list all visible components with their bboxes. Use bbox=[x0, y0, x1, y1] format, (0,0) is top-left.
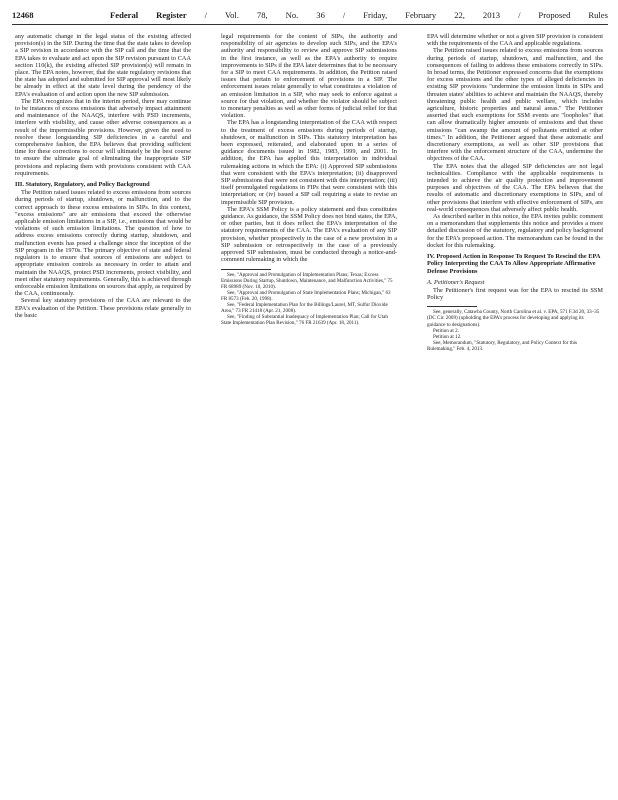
header-rule bbox=[12, 24, 608, 25]
masthead-word: 36 bbox=[316, 10, 325, 20]
masthead-word: Register bbox=[156, 10, 187, 20]
footnote: See, Memorandum, "Statutory, Regulatory, and Policy Context for this Rulemaking," Feb. 4, 2013. bbox=[427, 339, 578, 352]
subsection-heading: A. Petitioner's Request bbox=[427, 278, 485, 286]
paragraph: As described earlier in this notice, the EPA invites public comment on a memorandum that supplements this notice and provides a more detailed discussion of the statutory, regulatory and policy background for the EPA's proposed action. The memorandum can be found in the docket for this rulemaking. bbox=[427, 213, 603, 249]
paragraph: The Petition raised issues related to excess emissions from sources during periods of startup, shutdown, or malfunction, and to the correct approach to these excess emissions in SIPs. In this context, "excess emissions" are air emissions that exceed the otherwise applicable emission limitations in a SIP, i.e., emissions that would be violations of such emission limitations. The question of how to address excess emissions correctly during startup, shutdown, and malfunction events has posed a challenge since the inception of the SIP program in the 1970s. The primary objective of state and federal regulators is to ensure that sources of emissions are subject to appropriate emission controls as necessary in order to attain and maintain the NAAQS, protect PSD increments, protect visibility, and meet other statutory requirements. Generally, this is achieved through enforceable emission limitations on sources that apply, as required by the CAA, continuously. bbox=[15, 189, 191, 298]
page-number: 12468 bbox=[12, 10, 34, 20]
page-header bbox=[12, 8, 608, 22]
paragraph: any automatic change in the legal status of the existing affected provision(s) in the SIP. During the time that the state takes to develop a SIP revision in accordance with the SIP call and the time that the EPA takes to evaluate and act upon the SIP revision pursuant to CAA section 110(k), the existing affected SIP provision(s) will remain in place. The EPA notes, however, that the state regulatory revisions that the state has adopted and submitted for SIP approval will most likely be already in effect at the state level during the pendency of the EPA's evaluation of and action upon the new SIP submission. bbox=[15, 33, 191, 98]
masthead-word: 22, bbox=[454, 10, 465, 20]
footnote-rule bbox=[427, 306, 477, 307]
masthead-word: February bbox=[405, 10, 437, 20]
masthead-word: Federal bbox=[110, 10, 139, 20]
masthead-word: / bbox=[342, 10, 346, 20]
footnote-rule bbox=[221, 269, 271, 270]
paragraph: The Petitioner's first request was for the EPA to rescind its SSM Policy bbox=[427, 286, 603, 302]
masthead-word: Friday, bbox=[363, 10, 388, 20]
footnote: Petition at 2. bbox=[433, 327, 459, 334]
masthead-word: / bbox=[204, 10, 208, 20]
paragraph: The EPA has a longstanding interpretation of the CAA with respect to the treatment of excess emissions during periods of startup, shutdown, or malfunction in SIPs. This statutory interpretation has been expressed, reiterated, and elaborated upon in a series of guidance documents issued in 1982, 1983, 1999, and 2001. In addition, the EPA has applied this interpretation in individual rulemaking actions in which the EPA: (i) Approved SIP submissions that were consistent with the EPA's interpretation; (ii) disapproved SIP submissions that were not consistent with this interpretation; (iii) itself promulgated regulations in FIPs that were consistent with this interpretation; or (iv) issued a SIP call requiring a state to revise an impermissible SIP provision. bbox=[221, 119, 397, 206]
footnote: See, "Approval and Promulgation of State Implementation Plans; Michigan," 63 FR 8573 (Feb. 20, 1998). bbox=[221, 289, 391, 302]
footnote: Petition at 12. bbox=[433, 333, 462, 340]
section-heading: IV. Proposed Action in Response To Request To Rescind the EPA Policy Interpreting the CAA To Allow Appropriate Affirmative Defense Provisions bbox=[427, 253, 601, 275]
masthead-word: Rules bbox=[588, 10, 608, 20]
column-3 bbox=[427, 33, 603, 352]
paragraph: The EPA recognizes that in the interim period, there may continue to be instances of excess emissions that adversely impact attainment and maintenance of the NAAQS, interfere with PSD increments, interfere with visibility, and cause other adverse consequences as a result of the impermissible provisions. However, given the need to resolve these longstanding SIP deficiencies in a careful and comprehensive fashion, the EPA believes that providing sufficient time for these corrections to occur will ultimately be the best course to ensure the ultimate goal of eliminating the inappropriate SIP provisions and replacing them with provisions consistent with CAA requirements. bbox=[15, 97, 191, 177]
column-2 bbox=[221, 33, 397, 326]
masthead-word: 2013 bbox=[482, 10, 501, 20]
paragraph: Several key statutory provisions of the CAA are relevant to the EPA's evaluation of the Petition. These provisions relate generally to the basic bbox=[15, 297, 191, 319]
footnote: See, "Finding of Substantial Inadequacy of Implementation Plan; Call for Utah State Implementation Plan Revision," 76 FR 21639 (Apr. 18, 2011). bbox=[221, 314, 388, 327]
masthead-word: / bbox=[518, 10, 521, 20]
section-heading: III. Statutory, Regulatory, and Policy Background bbox=[15, 181, 150, 189]
footnote: See, generally, Catawba County, North Carolina et al. v. EPA, 571 F.3d 20, 33–35 (DC Cir. 2009) (upholding the EPA's process for developing and applying its guidance to designations). bbox=[427, 309, 600, 328]
paragraph: legal requirements for the content of SIPs, the authority and responsibility of air agencies to develop such SIPs, and the EPA's authority and responsibility to review and approve SIP submissions in the first instance, as well as the EPA's authority to require improvements to SIPs if the EPA later determines that to be necessary for a SIP to meet CAA requirements. In addition, the Petition raised issues that pertain to enforcement of provisions in a SIP. The enforcement issues relate generally to what constitutes a violation of an emission limitation in a SIP, who may seek to enforce against a source for that violation, and whether the violator should be subject to monetary penalties as well as other forms of judicial relief for that violation. bbox=[221, 33, 397, 120]
paragraph: EPA will determine whether or not a given SIP provision is consistent with the requirements of the CAA and applicable regulations. bbox=[427, 33, 603, 48]
footnote: See, "Approval and Promulgation of Implementation Plans; Texas; Excess Emissions During Startup, Shutdown, Maintenance, and Malfunction Activities," 75 FR 68989 (Nov. 10, 2010). bbox=[221, 271, 393, 290]
masthead-word: Proposed bbox=[538, 10, 571, 20]
paragraph: The EPA's SSM Policy is a policy statement and thus constitutes guidance. As guidance, the SSM Policy does not bind states, the EPA, or other parties, but it does reflect the EPA's interpretation of the statutory requirements of the CAA. The EPA's evaluation of any SIP provision, whether prospectively in the case of a new provision in a SIP submission or retrospectively in the case of a previously approved SIP submission, must be conducted through a notice-and-comment rulemaking in which the bbox=[221, 205, 397, 264]
masthead bbox=[110, 8, 608, 22]
masthead-word: No. bbox=[285, 10, 299, 20]
footnote: See, "Federal Implementation Plan for the Billings/Laurel, MT, Sulfur Dioxide Area," 73 FR 21418 (Apr. 21, 2008). bbox=[221, 301, 388, 315]
column-1 bbox=[15, 33, 191, 319]
masthead-word: Vol. bbox=[225, 10, 239, 20]
paragraph: The EPA notes that the alleged SIP deficiencies are not legal technicalities. Compliance with the applicable requirements is intended to achieve the air quality protection and improvement purposes and objectives of the CAA. The EPA believes that the results of automatic and discretionary exemptions in SIPs, and of other provisions that interfere with effective enforcement of SIPs, are real-world consequences that adversely affect public health. bbox=[427, 162, 603, 213]
masthead-word: 78, bbox=[256, 10, 268, 20]
paragraph: The Petition raised issues related to excess emissions from sources during periods of startup, shutdown, and malfunction, and the consequences of failing to address these emissions correctly in SIPs. In broad terms, the Petitioner expressed concerns that the exemptions for excess emissions and the other types of alleged deficiencies in existing SIP provisions "undermine the emission limits in SIPs and threaten states' abilities to achieve and maintain the NAAQS, thereby threatening public health and public welfare, which includes agriculture, historic properties and natural areas." The Petitioner asserted that such exemptions for SSM events are "loopholes" that can allow dramatically higher amounts of emissions and that these emissions "can swamp the amount of pollutants emitted at other times." In addition, the Petitioner argued that these automatic and discretionary exemptions, as well as other SIP provisions that interfere with the enforcement structure of the CAA, undermine the objectives of the CAA. bbox=[427, 47, 603, 163]
